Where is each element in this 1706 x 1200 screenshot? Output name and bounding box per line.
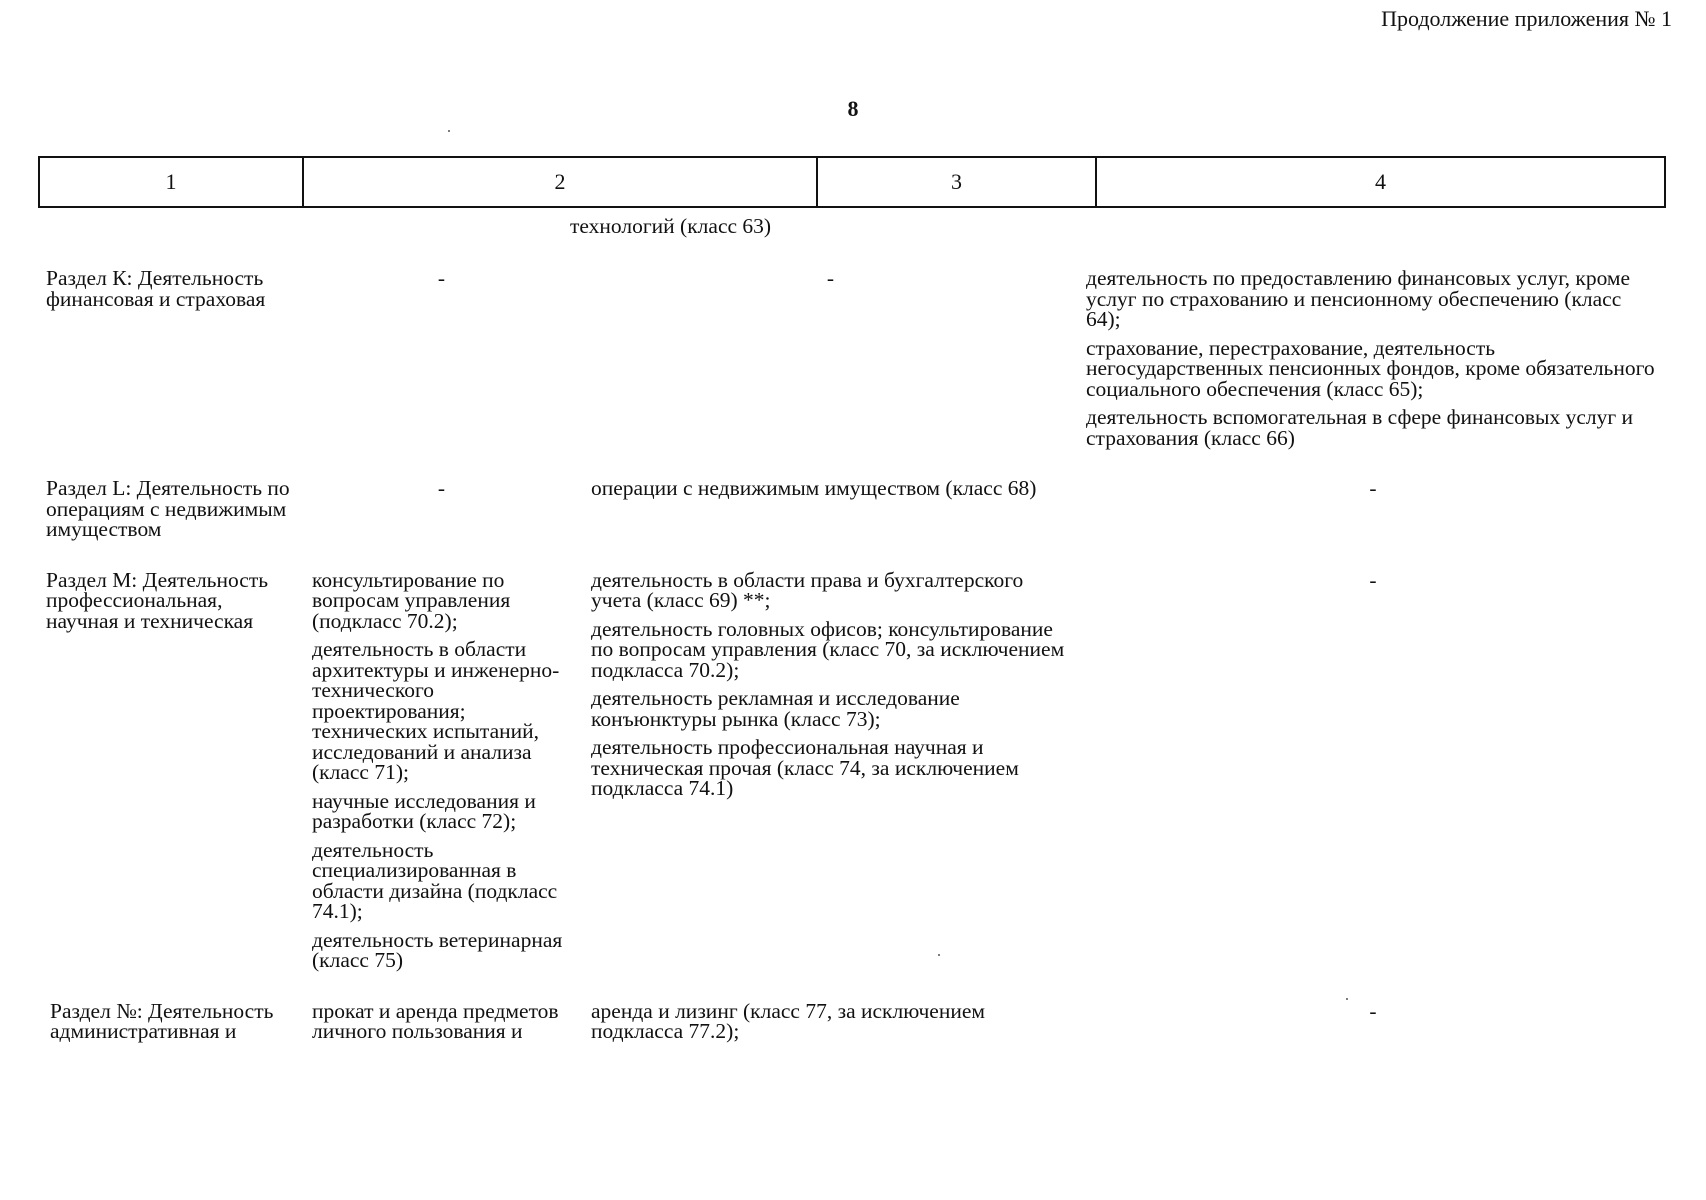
table-row-section-n xyxy=(38,998,1666,1043)
table-row-section-m xyxy=(38,567,1666,972)
activity-item: деятельность профессиональная научная и техническая прочая (класс 74, за исключением подкласса 74.1) xyxy=(591,735,1019,800)
empty-dash: - xyxy=(437,266,446,290)
activity-list xyxy=(302,567,581,972)
table-row-continued xyxy=(38,216,1666,268)
section-label: Раздел L: Деятельность по операциям с недвижимым имуществом xyxy=(46,476,290,541)
empty-dash: - xyxy=(826,266,835,290)
scan-speck xyxy=(1346,998,1348,1000)
activity-list xyxy=(581,567,1080,800)
page-header: Продолжение приложения № 1 xyxy=(1381,6,1672,31)
activity-item: деятельность специализированная в области дизайна (подкласс 74.1); xyxy=(312,837,558,923)
column-number-3: 3 xyxy=(818,158,1097,206)
table-row-section-k xyxy=(38,268,1666,448)
activity-item: аренда и лизинг (класс 77, за исключением подкласса 77.2); xyxy=(591,998,985,1043)
page-number: 8 xyxy=(847,96,859,121)
activity-item: деятельность рекламная и исследование конъюнктуры рынка (класс 73); xyxy=(591,686,960,731)
activity-item: деятельность головных офисов; консультирование по вопросам управления (класс 70, за исключением подкласса 70.2); xyxy=(591,616,1065,682)
empty-dash: - xyxy=(1369,476,1377,500)
scan-speck xyxy=(448,130,450,132)
empty-dash: - xyxy=(1369,567,1377,592)
activity-item: консультирование по вопросам управления (подкласс 70.2); xyxy=(312,567,511,633)
activity-item: деятельность вспомогательная в сфере финансовых услуг и страхования (класс 66) xyxy=(1086,405,1634,450)
activity-item: страхование, перестрахование, деятельность негосударственных пенсионных фондов, кроме обязательного социального обеспечения (класс 65); xyxy=(1086,335,1655,401)
column-number-4: 4 xyxy=(1375,169,1386,194)
continued-cell: технологий (класс 63) xyxy=(570,214,772,238)
section-label: Раздел №: Деятельность административная и xyxy=(50,998,274,1043)
column-number-1: 1 xyxy=(40,158,304,206)
activity-item: деятельность по предоставлению финансовых услуг, кроме услуг по страхованию и пенсионному обеспечению (класс 64); xyxy=(1086,266,1631,331)
activity-item: деятельность в области права и бухгалтерского учета (класс 69) **; xyxy=(591,567,1024,612)
section-label: Раздел М: Деятельность профессиональная, научная и техническая xyxy=(46,567,269,633)
scan-speck xyxy=(938,954,940,956)
activity-item: операции с недвижимым имуществом (класс 68) xyxy=(591,476,1037,500)
table-row-section-l xyxy=(38,478,1666,540)
activity-item: деятельность в области архитектуры и инженерно-технического проектирования; технических испытаний, исследований и анализа (класс 71); xyxy=(312,637,560,784)
table-column-header xyxy=(38,156,1666,208)
activity-item: научные исследования и разработки (класс 72); xyxy=(312,788,536,833)
activity-list xyxy=(1080,268,1666,448)
column-number-2: 2 xyxy=(304,158,818,206)
activity-item: деятельность ветеринарная (класс 75) xyxy=(312,927,563,972)
activity-item: прокат и аренда предметов личного пользования и xyxy=(312,998,559,1043)
empty-dash: - xyxy=(437,476,446,500)
section-label: Раздел К: Деятельность финансовая и страховая xyxy=(46,266,266,311)
empty-dash: - xyxy=(1369,998,1377,1023)
table-body xyxy=(38,216,1666,1042)
